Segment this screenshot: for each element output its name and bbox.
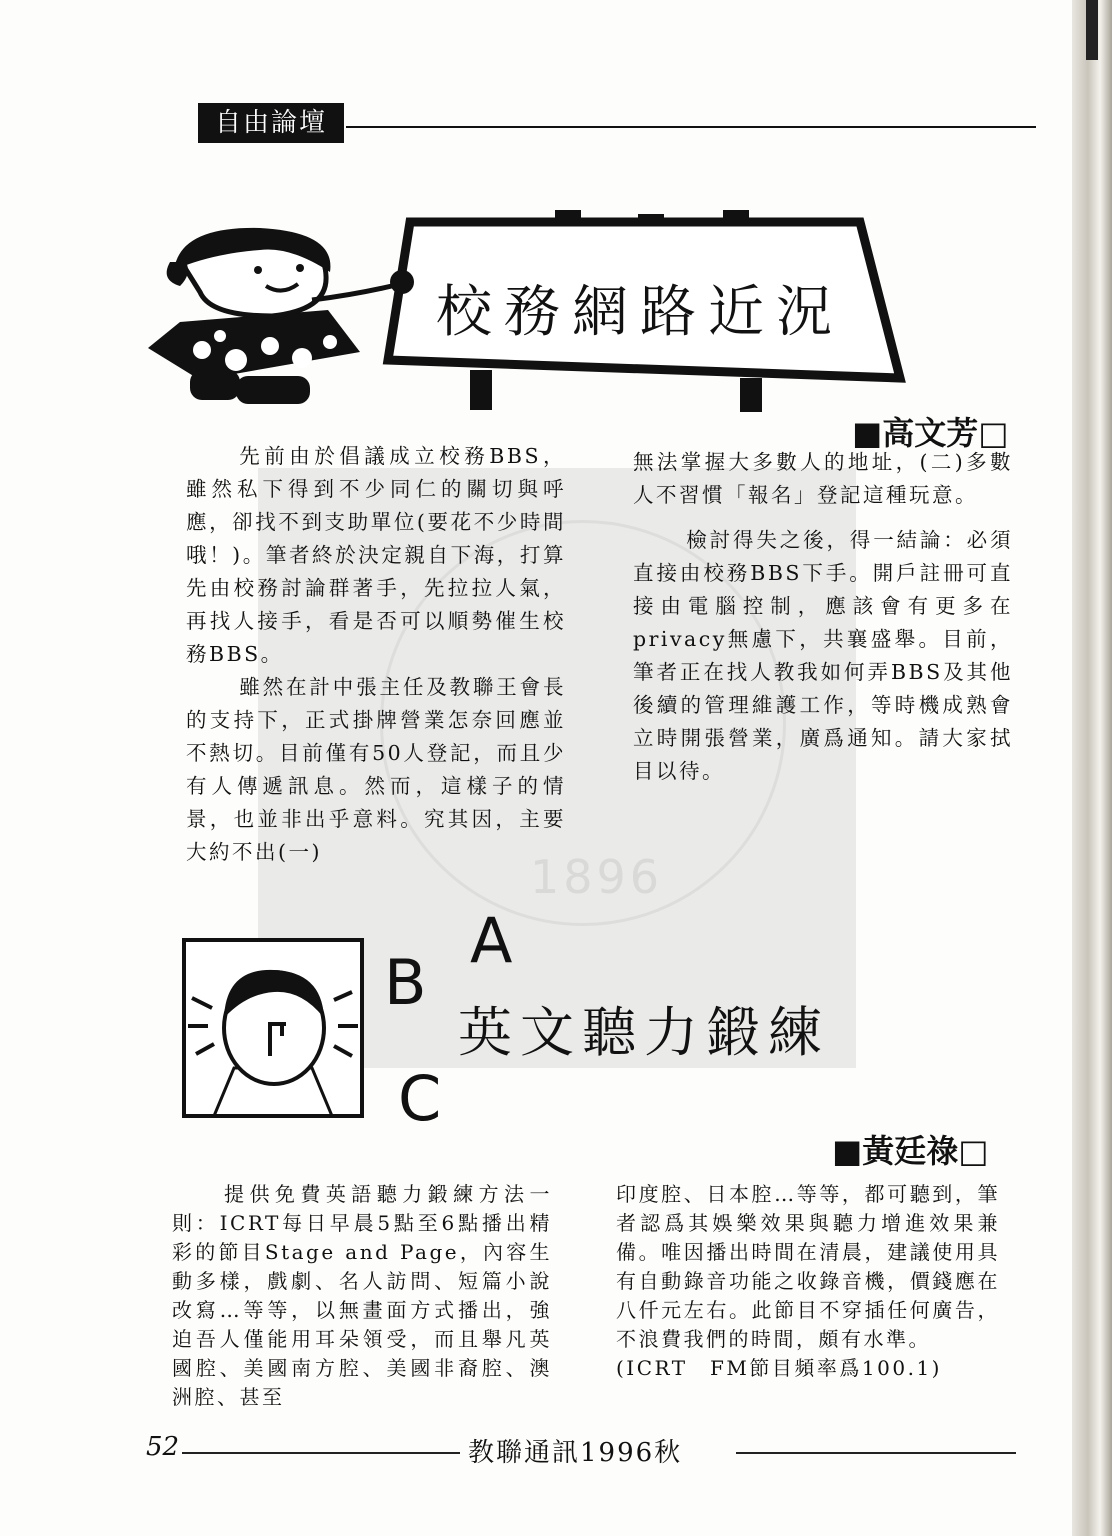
article1-paragraph: 先前由於倡議成立校務BBS，雖然私下得到不少同仁的關切與呼應，卻找不到支助單位(要花不少時間哦！)。筆者終於決定親自下海，打算先由校務討論群著手，先拉拉人氣，再找人接手，看是否可以順勢催生校務BBS。 [186,444,566,666]
article1-paragraph: 雖然在計中張主任及教聯王會長的支持下，正式掛牌營業怎奈回應並不熱切。目前僅有50人登記，而且少有人傳遞訊息。然而，這樣子的情景，也並非出乎意料。究其因，主要大約不出(一) [186,675,566,864]
article1-title: 校務網路近況 [436,280,844,345]
page-number: 52 [146,1432,180,1462]
article1-right-column [633,446,1013,788]
section-tag: 自由論壇 [198,103,344,143]
article2-paragraph: 提供免費英語聽力鍛練方法一則：ICRT每日早晨5點至6點播出精彩的節目Stage and Page，內容生動多樣，戲劇、名人訪問、短篇小說改寫…等等，以無畫面方式播出，強迫吾人僅能用耳朵領受，而且舉凡英國腔、美國南方腔、美國非裔腔、澳洲腔、甚至 [172,1182,552,1409]
footer-rule [736,1452,1016,1454]
article2-left-column [172,1180,552,1412]
article1-author: ■高文芳□ [852,414,1009,452]
article2-title: 英文聽力鍛練 [458,1001,830,1064]
watermark-year: 1896 [530,850,664,904]
article1-paragraph: 無法掌握大多數人的地址，(二)多數人不習慣「報名」登記這種玩意。 [633,450,1013,507]
letter-c: C [398,1062,442,1135]
article2-author: ■黃廷祿□ [832,1132,989,1170]
binding-mark [1086,0,1098,60]
article1-paragraph: 檢討得失之後，得一結論：必須直接由校務BBS下手。開戶註冊可直接由電腦控制，應該會有更多在privacy無慮下，共襄盛舉。目前，筆者正在找人教我如何弄BBS及其他後續的管理維護工作，等時機成熟會立時開張營業，廣爲通知。請大家拭目以待。 [633,528,1013,783]
article2-note: (ICRT FM節目頻率爲100.1) [616,1356,942,1380]
article2-right-column [616,1180,1000,1383]
page-spine-edge [1072,0,1112,1536]
letter-b: B [384,946,427,1019]
letter-a: A [470,904,513,977]
footer-rule [182,1452,460,1454]
listener-face-illustration [182,938,364,1118]
footer-publication: 教聯通訊1996秋 [468,1438,683,1468]
article2-paragraph: 印度腔、日本腔…等等，都可聽到，筆者認爲其娛樂效果與聽力增進效果兼備。唯因播出時間在清晨，建議使用具有自動錄音功能之收錄音機，價錢應在八仟元左右。此節目不穿插任何廣告，不浪費我們的時間，頗有水準。 [616,1182,1000,1351]
article1-left-column [186,440,566,869]
section-rule [346,126,1036,128]
